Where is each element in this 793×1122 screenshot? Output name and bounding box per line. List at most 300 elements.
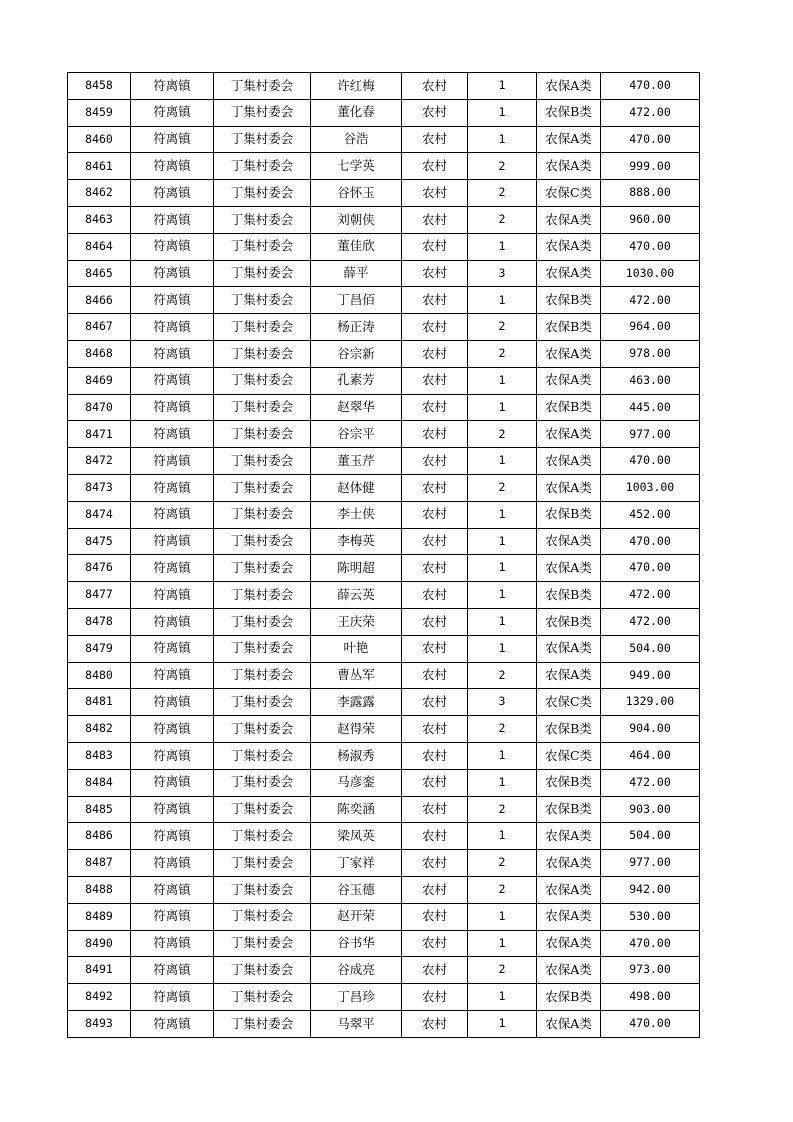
village-committee-cell: 丁集村委会 xyxy=(214,957,311,984)
roster-table-body xyxy=(68,73,700,1038)
area-type-cell: 农村 xyxy=(402,555,468,582)
table-row xyxy=(68,662,700,689)
area-type-cell: 农村 xyxy=(402,126,468,153)
table-row xyxy=(68,314,700,341)
insurance-category-cell: 农保A类 xyxy=(537,153,601,180)
area-type-cell: 农村 xyxy=(402,99,468,126)
name-cell: 杨淑秀 xyxy=(311,742,402,769)
village-committee-cell: 丁集村委会 xyxy=(214,582,311,609)
amount-cell: 904.00 xyxy=(601,716,700,743)
household-size-cell: 1 xyxy=(468,287,537,314)
area-type-cell: 农村 xyxy=(402,876,468,903)
town-cell: 符离镇 xyxy=(131,876,214,903)
village-committee-cell: 丁集村委会 xyxy=(214,850,311,877)
record-number-cell: 8476 xyxy=(68,555,131,582)
household-size-cell: 1 xyxy=(468,367,537,394)
town-cell: 符离镇 xyxy=(131,796,214,823)
area-type-cell: 农村 xyxy=(402,796,468,823)
area-type-cell: 农村 xyxy=(402,501,468,528)
town-cell: 符离镇 xyxy=(131,555,214,582)
insurance-category-cell: 农保A类 xyxy=(537,474,601,501)
name-cell: 孔素芳 xyxy=(311,367,402,394)
household-size-cell: 1 xyxy=(468,448,537,475)
record-number-cell: 8475 xyxy=(68,528,131,555)
table-row xyxy=(68,180,700,207)
amount-cell: 1329.00 xyxy=(601,689,700,716)
amount-cell: 977.00 xyxy=(601,421,700,448)
town-cell: 符离镇 xyxy=(131,314,214,341)
record-number-cell: 8473 xyxy=(68,474,131,501)
village-committee-cell: 丁集村委会 xyxy=(214,340,311,367)
area-type-cell: 农村 xyxy=(402,206,468,233)
village-committee-cell: 丁集村委会 xyxy=(214,528,311,555)
insurance-category-cell: 农保A类 xyxy=(537,206,601,233)
name-cell: 刘朝侠 xyxy=(311,206,402,233)
household-size-cell: 2 xyxy=(468,180,537,207)
amount-cell: 463.00 xyxy=(601,367,700,394)
area-type-cell: 农村 xyxy=(402,903,468,930)
village-committee-cell: 丁集村委会 xyxy=(214,769,311,796)
table-row xyxy=(68,153,700,180)
household-size-cell: 1 xyxy=(468,394,537,421)
insurance-category-cell: 农保B类 xyxy=(537,716,601,743)
household-size-cell: 2 xyxy=(468,340,537,367)
village-committee-cell: 丁集村委会 xyxy=(214,1010,311,1037)
household-size-cell: 2 xyxy=(468,796,537,823)
household-size-cell: 1 xyxy=(468,769,537,796)
insurance-category-cell: 农保C类 xyxy=(537,180,601,207)
area-type-cell: 农村 xyxy=(402,608,468,635)
record-number-cell: 8463 xyxy=(68,206,131,233)
table-row xyxy=(68,73,700,100)
amount-cell: 530.00 xyxy=(601,903,700,930)
area-type-cell: 农村 xyxy=(402,287,468,314)
record-number-cell: 8485 xyxy=(68,796,131,823)
name-cell: 陈明超 xyxy=(311,555,402,582)
name-cell: 陈奕涵 xyxy=(311,796,402,823)
name-cell: 曹丛军 xyxy=(311,662,402,689)
insurance-category-cell: 农保A类 xyxy=(537,823,601,850)
record-number-cell: 8472 xyxy=(68,448,131,475)
amount-cell: 470.00 xyxy=(601,448,700,475)
record-number-cell: 8459 xyxy=(68,99,131,126)
table-row xyxy=(68,823,700,850)
household-size-cell: 2 xyxy=(468,716,537,743)
area-type-cell: 农村 xyxy=(402,850,468,877)
amount-cell: 888.00 xyxy=(601,180,700,207)
village-committee-cell: 丁集村委会 xyxy=(214,555,311,582)
record-number-cell: 8471 xyxy=(68,421,131,448)
record-number-cell: 8484 xyxy=(68,769,131,796)
insurance-category-cell: 农保A类 xyxy=(537,367,601,394)
table-row xyxy=(68,716,700,743)
name-cell: 许红梅 xyxy=(311,73,402,100)
insurance-category-cell: 农保B类 xyxy=(537,501,601,528)
table-row xyxy=(68,1010,700,1037)
town-cell: 符离镇 xyxy=(131,608,214,635)
record-number-cell: 8491 xyxy=(68,957,131,984)
record-number-cell: 8490 xyxy=(68,930,131,957)
table-row xyxy=(68,769,700,796)
village-committee-cell: 丁集村委会 xyxy=(214,823,311,850)
name-cell: 七学英 xyxy=(311,153,402,180)
area-type-cell: 农村 xyxy=(402,180,468,207)
amount-cell: 960.00 xyxy=(601,206,700,233)
name-cell: 董佳欣 xyxy=(311,233,402,260)
village-committee-cell: 丁集村委会 xyxy=(214,501,311,528)
roster-table xyxy=(67,72,700,1038)
village-committee-cell: 丁集村委会 xyxy=(214,421,311,448)
village-committee-cell: 丁集村委会 xyxy=(214,287,311,314)
village-committee-cell: 丁集村委会 xyxy=(214,662,311,689)
name-cell: 马彦銮 xyxy=(311,769,402,796)
table-row xyxy=(68,528,700,555)
village-committee-cell: 丁集村委会 xyxy=(214,99,311,126)
village-committee-cell: 丁集村委会 xyxy=(214,796,311,823)
amount-cell: 903.00 xyxy=(601,796,700,823)
town-cell: 符离镇 xyxy=(131,233,214,260)
table-row xyxy=(68,903,700,930)
name-cell: 薛平 xyxy=(311,260,402,287)
name-cell: 谷浩 xyxy=(311,126,402,153)
area-type-cell: 农村 xyxy=(402,474,468,501)
town-cell: 符离镇 xyxy=(131,474,214,501)
insurance-category-cell: 农保A类 xyxy=(537,340,601,367)
area-type-cell: 农村 xyxy=(402,314,468,341)
amount-cell: 452.00 xyxy=(601,501,700,528)
household-size-cell: 2 xyxy=(468,421,537,448)
record-number-cell: 8489 xyxy=(68,903,131,930)
record-number-cell: 8468 xyxy=(68,340,131,367)
area-type-cell: 农村 xyxy=(402,823,468,850)
name-cell: 李士侠 xyxy=(311,501,402,528)
amount-cell: 472.00 xyxy=(601,608,700,635)
amount-cell: 472.00 xyxy=(601,769,700,796)
table-row xyxy=(68,796,700,823)
name-cell: 谷玉德 xyxy=(311,876,402,903)
amount-cell: 470.00 xyxy=(601,233,700,260)
village-committee-cell: 丁集村委会 xyxy=(214,984,311,1011)
area-type-cell: 农村 xyxy=(402,742,468,769)
household-size-cell: 2 xyxy=(468,850,537,877)
area-type-cell: 农村 xyxy=(402,930,468,957)
amount-cell: 942.00 xyxy=(601,876,700,903)
town-cell: 符离镇 xyxy=(131,850,214,877)
household-size-cell: 1 xyxy=(468,126,537,153)
table-row xyxy=(68,930,700,957)
area-type-cell: 农村 xyxy=(402,367,468,394)
area-type-cell: 农村 xyxy=(402,340,468,367)
table-row xyxy=(68,260,700,287)
household-size-cell: 1 xyxy=(468,99,537,126)
area-type-cell: 农村 xyxy=(402,153,468,180)
village-committee-cell: 丁集村委会 xyxy=(214,394,311,421)
insurance-category-cell: 农保B类 xyxy=(537,582,601,609)
village-committee-cell: 丁集村委会 xyxy=(214,367,311,394)
table-row xyxy=(68,608,700,635)
village-committee-cell: 丁集村委会 xyxy=(214,73,311,100)
record-number-cell: 8461 xyxy=(68,153,131,180)
insurance-category-cell: 农保A类 xyxy=(537,850,601,877)
town-cell: 符离镇 xyxy=(131,153,214,180)
village-committee-cell: 丁集村委会 xyxy=(214,608,311,635)
name-cell: 赵体健 xyxy=(311,474,402,501)
table-row xyxy=(68,582,700,609)
insurance-category-cell: 农保A类 xyxy=(537,233,601,260)
household-size-cell: 1 xyxy=(468,742,537,769)
record-number-cell: 8466 xyxy=(68,287,131,314)
insurance-category-cell: 农保A类 xyxy=(537,662,601,689)
household-size-cell: 2 xyxy=(468,662,537,689)
record-number-cell: 8474 xyxy=(68,501,131,528)
amount-cell: 977.00 xyxy=(601,850,700,877)
village-committee-cell: 丁集村委会 xyxy=(214,314,311,341)
name-cell: 丁昌佰 xyxy=(311,287,402,314)
area-type-cell: 农村 xyxy=(402,582,468,609)
household-size-cell: 1 xyxy=(468,823,537,850)
record-number-cell: 8467 xyxy=(68,314,131,341)
village-committee-cell: 丁集村委会 xyxy=(214,260,311,287)
table-row xyxy=(68,742,700,769)
area-type-cell: 农村 xyxy=(402,260,468,287)
household-size-cell: 2 xyxy=(468,314,537,341)
household-size-cell: 2 xyxy=(468,206,537,233)
table-row xyxy=(68,555,700,582)
village-committee-cell: 丁集村委会 xyxy=(214,876,311,903)
amount-cell: 498.00 xyxy=(601,984,700,1011)
area-type-cell: 农村 xyxy=(402,662,468,689)
record-number-cell: 8486 xyxy=(68,823,131,850)
insurance-category-cell: 农保A类 xyxy=(537,260,601,287)
insurance-category-cell: 农保B类 xyxy=(537,314,601,341)
household-size-cell: 1 xyxy=(468,233,537,260)
record-number-cell: 8470 xyxy=(68,394,131,421)
amount-cell: 445.00 xyxy=(601,394,700,421)
table-row xyxy=(68,448,700,475)
village-committee-cell: 丁集村委会 xyxy=(214,635,311,662)
household-size-cell: 3 xyxy=(468,260,537,287)
village-committee-cell: 丁集村委会 xyxy=(214,153,311,180)
table-row xyxy=(68,99,700,126)
insurance-category-cell: 农保A类 xyxy=(537,555,601,582)
town-cell: 符离镇 xyxy=(131,742,214,769)
town-cell: 符离镇 xyxy=(131,984,214,1011)
record-number-cell: 8481 xyxy=(68,689,131,716)
insurance-category-cell: 农保B类 xyxy=(537,394,601,421)
name-cell: 李梅英 xyxy=(311,528,402,555)
town-cell: 符离镇 xyxy=(131,287,214,314)
amount-cell: 472.00 xyxy=(601,287,700,314)
name-cell: 赵得荣 xyxy=(311,716,402,743)
household-size-cell: 1 xyxy=(468,1010,537,1037)
insurance-category-cell: 农保C类 xyxy=(537,689,601,716)
insurance-category-cell: 农保A类 xyxy=(537,73,601,100)
insurance-category-cell: 农保A类 xyxy=(537,448,601,475)
household-size-cell: 3 xyxy=(468,689,537,716)
town-cell: 符离镇 xyxy=(131,903,214,930)
record-number-cell: 8462 xyxy=(68,180,131,207)
table-row xyxy=(68,689,700,716)
amount-cell: 472.00 xyxy=(601,582,700,609)
amount-cell: 470.00 xyxy=(601,528,700,555)
village-committee-cell: 丁集村委会 xyxy=(214,716,311,743)
record-number-cell: 8492 xyxy=(68,984,131,1011)
amount-cell: 964.00 xyxy=(601,314,700,341)
name-cell: 丁昌珍 xyxy=(311,984,402,1011)
amount-cell: 504.00 xyxy=(601,635,700,662)
table-row xyxy=(68,287,700,314)
table-row xyxy=(68,340,700,367)
name-cell: 杨正涛 xyxy=(311,314,402,341)
village-committee-cell: 丁集村委会 xyxy=(214,206,311,233)
insurance-category-cell: 农保B类 xyxy=(537,769,601,796)
area-type-cell: 农村 xyxy=(402,73,468,100)
area-type-cell: 农村 xyxy=(402,716,468,743)
household-size-cell: 2 xyxy=(468,153,537,180)
table-row xyxy=(68,850,700,877)
insurance-category-cell: 农保A类 xyxy=(537,903,601,930)
town-cell: 符离镇 xyxy=(131,394,214,421)
insurance-category-cell: 农保A类 xyxy=(537,930,601,957)
record-number-cell: 8477 xyxy=(68,582,131,609)
insurance-category-cell: 农保B类 xyxy=(537,287,601,314)
amount-cell: 504.00 xyxy=(601,823,700,850)
town-cell: 符离镇 xyxy=(131,1010,214,1037)
town-cell: 符离镇 xyxy=(131,260,214,287)
village-committee-cell: 丁集村委会 xyxy=(214,448,311,475)
town-cell: 符离镇 xyxy=(131,180,214,207)
amount-cell: 470.00 xyxy=(601,555,700,582)
village-committee-cell: 丁集村委会 xyxy=(214,126,311,153)
table-row xyxy=(68,635,700,662)
name-cell: 赵翠华 xyxy=(311,394,402,421)
amount-cell: 978.00 xyxy=(601,340,700,367)
name-cell: 谷宗平 xyxy=(311,421,402,448)
amount-cell: 472.00 xyxy=(601,99,700,126)
insurance-category-cell: 农保A类 xyxy=(537,528,601,555)
area-type-cell: 农村 xyxy=(402,984,468,1011)
village-committee-cell: 丁集村委会 xyxy=(214,474,311,501)
amount-cell: 1003.00 xyxy=(601,474,700,501)
table-row xyxy=(68,367,700,394)
amount-cell: 470.00 xyxy=(601,126,700,153)
area-type-cell: 农村 xyxy=(402,635,468,662)
name-cell: 董玉芹 xyxy=(311,448,402,475)
amount-cell: 464.00 xyxy=(601,742,700,769)
record-number-cell: 8465 xyxy=(68,260,131,287)
household-size-cell: 2 xyxy=(468,957,537,984)
area-type-cell: 农村 xyxy=(402,528,468,555)
table-row xyxy=(68,421,700,448)
name-cell: 丁家祥 xyxy=(311,850,402,877)
town-cell: 符离镇 xyxy=(131,501,214,528)
town-cell: 符离镇 xyxy=(131,99,214,126)
insurance-category-cell: 农保C类 xyxy=(537,742,601,769)
household-size-cell: 2 xyxy=(468,876,537,903)
area-type-cell: 农村 xyxy=(402,769,468,796)
table-row xyxy=(68,501,700,528)
name-cell: 董化春 xyxy=(311,99,402,126)
town-cell: 符离镇 xyxy=(131,340,214,367)
record-number-cell: 8458 xyxy=(68,73,131,100)
amount-cell: 470.00 xyxy=(601,1010,700,1037)
town-cell: 符离镇 xyxy=(131,126,214,153)
amount-cell: 470.00 xyxy=(601,73,700,100)
name-cell: 薛云英 xyxy=(311,582,402,609)
record-number-cell: 8469 xyxy=(68,367,131,394)
town-cell: 符离镇 xyxy=(131,957,214,984)
village-committee-cell: 丁集村委会 xyxy=(214,180,311,207)
record-number-cell: 8483 xyxy=(68,742,131,769)
name-cell: 叶艳 xyxy=(311,635,402,662)
household-size-cell: 1 xyxy=(468,555,537,582)
village-committee-cell: 丁集村委会 xyxy=(214,742,311,769)
town-cell: 符离镇 xyxy=(131,448,214,475)
record-number-cell: 8482 xyxy=(68,716,131,743)
table-row xyxy=(68,957,700,984)
table-row xyxy=(68,233,700,260)
town-cell: 符离镇 xyxy=(131,823,214,850)
record-number-cell: 8493 xyxy=(68,1010,131,1037)
town-cell: 符离镇 xyxy=(131,662,214,689)
household-size-cell: 1 xyxy=(468,582,537,609)
insurance-category-cell: 农保A类 xyxy=(537,1010,601,1037)
household-size-cell: 1 xyxy=(468,930,537,957)
town-cell: 符离镇 xyxy=(131,421,214,448)
area-type-cell: 农村 xyxy=(402,689,468,716)
town-cell: 符离镇 xyxy=(131,528,214,555)
village-committee-cell: 丁集村委会 xyxy=(214,903,311,930)
amount-cell: 999.00 xyxy=(601,153,700,180)
insurance-category-cell: 农保A类 xyxy=(537,126,601,153)
name-cell: 梁凤英 xyxy=(311,823,402,850)
table-row xyxy=(68,394,700,421)
household-size-cell: 1 xyxy=(468,608,537,635)
name-cell: 李露露 xyxy=(311,689,402,716)
town-cell: 符离镇 xyxy=(131,689,214,716)
insurance-category-cell: 农保B类 xyxy=(537,99,601,126)
name-cell: 谷宗新 xyxy=(311,340,402,367)
town-cell: 符离镇 xyxy=(131,635,214,662)
town-cell: 符离镇 xyxy=(131,769,214,796)
household-size-cell: 1 xyxy=(468,903,537,930)
record-number-cell: 8479 xyxy=(68,635,131,662)
town-cell: 符离镇 xyxy=(131,716,214,743)
name-cell: 谷书华 xyxy=(311,930,402,957)
household-size-cell: 2 xyxy=(468,474,537,501)
table-row xyxy=(68,126,700,153)
insurance-category-cell: 农保A类 xyxy=(537,876,601,903)
village-committee-cell: 丁集村委会 xyxy=(214,233,311,260)
household-size-cell: 1 xyxy=(468,501,537,528)
town-cell: 符离镇 xyxy=(131,582,214,609)
record-number-cell: 8478 xyxy=(68,608,131,635)
table-row xyxy=(68,474,700,501)
area-type-cell: 农村 xyxy=(402,1010,468,1037)
household-size-cell: 1 xyxy=(468,984,537,1011)
area-type-cell: 农村 xyxy=(402,448,468,475)
name-cell: 谷怀玉 xyxy=(311,180,402,207)
area-type-cell: 农村 xyxy=(402,957,468,984)
amount-cell: 1030.00 xyxy=(601,260,700,287)
household-size-cell: 1 xyxy=(468,73,537,100)
table-row xyxy=(68,984,700,1011)
village-committee-cell: 丁集村委会 xyxy=(214,930,311,957)
insurance-category-cell: 农保A类 xyxy=(537,421,601,448)
insurance-category-cell: 农保B类 xyxy=(537,608,601,635)
name-cell: 赵开荣 xyxy=(311,903,402,930)
household-size-cell: 1 xyxy=(468,528,537,555)
